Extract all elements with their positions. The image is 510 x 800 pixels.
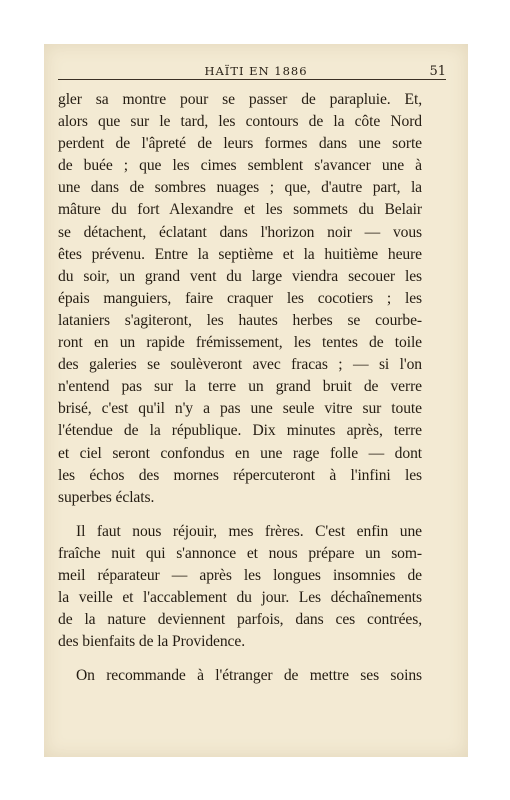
text-line: de buée ; que les cimes semblent s'avancer une à (58, 157, 422, 175)
text-line: et ciel seront confondus en une rage folle — dont (58, 444, 422, 462)
text-line: brisé, c'est qu'il n'y a pas une seule vitre sur toute (58, 400, 422, 418)
text-line: la veille et l'accablement du jour. Les déchaînements (58, 589, 422, 607)
book-page (44, 44, 468, 757)
text-line: meil réparateur — après les longues insomnies de (58, 566, 422, 584)
paragraph (58, 89, 422, 509)
paragraph (58, 521, 422, 654)
text-line: de la nature deviennent parfois, dans ces contrées, (58, 611, 422, 629)
text-line: du soir, un grand vent du large viendra secouer les (58, 267, 422, 285)
text-line: des galeries se soulèveront avec fracas ; — si l'on (58, 356, 422, 374)
text-line: superbes éclats. (58, 488, 155, 506)
text-line: mâture du fort Alexandre et les sommets du Belair (58, 201, 422, 219)
text-line: épais manguiers, faire craquer les cocotiers ; les (58, 289, 422, 307)
running-title: HAÏTI EN 1886 (204, 64, 308, 78)
text-line: On recommande à l'étranger de mettre ses soins (76, 667, 422, 685)
text-line: une dans de sombres nuages ; que, d'autre part, la (58, 179, 422, 197)
text-line: ront en un rapide frémissement, les tentes de toile (58, 334, 422, 352)
text-line: se détachent, éclatant dans l'horizon noir — vous (58, 223, 422, 241)
paragraph-gap (58, 653, 422, 665)
text-line: n'entend pas sur la terre un grand bruit de verre (58, 378, 422, 396)
text-line: êtes prévenu. Entre la septième et la huitième heure (58, 245, 422, 263)
text-line: les échos des mornes répercuteront à l'infini les (58, 466, 422, 484)
paragraph-gap (58, 509, 422, 521)
text-line: des bienfaits de la Providence. (58, 633, 245, 651)
page-number: 51 (429, 64, 446, 79)
text-line: lataniers s'agiteront, les hautes herbes se courbe- (58, 311, 422, 329)
running-header (44, 64, 468, 84)
text-line: gler sa montre pour se passer de parapluie. Et, (58, 91, 422, 108)
body-text (58, 89, 422, 687)
text-line: fraîche nuit qui s'annonce et nous prépare un som- (58, 544, 422, 562)
header-rule (58, 79, 446, 80)
text-line: l'étendue de la république. Dix minutes après, terre (58, 422, 422, 440)
paragraph (58, 665, 422, 687)
text-line: Il faut nous réjouir, mes frères. C'est enfin une (76, 522, 422, 540)
text-line: alors que sur le tard, les contours de la côte Nord (58, 113, 422, 131)
text-line: perdent de l'âpreté de leurs formes dans une sorte (58, 135, 422, 153)
